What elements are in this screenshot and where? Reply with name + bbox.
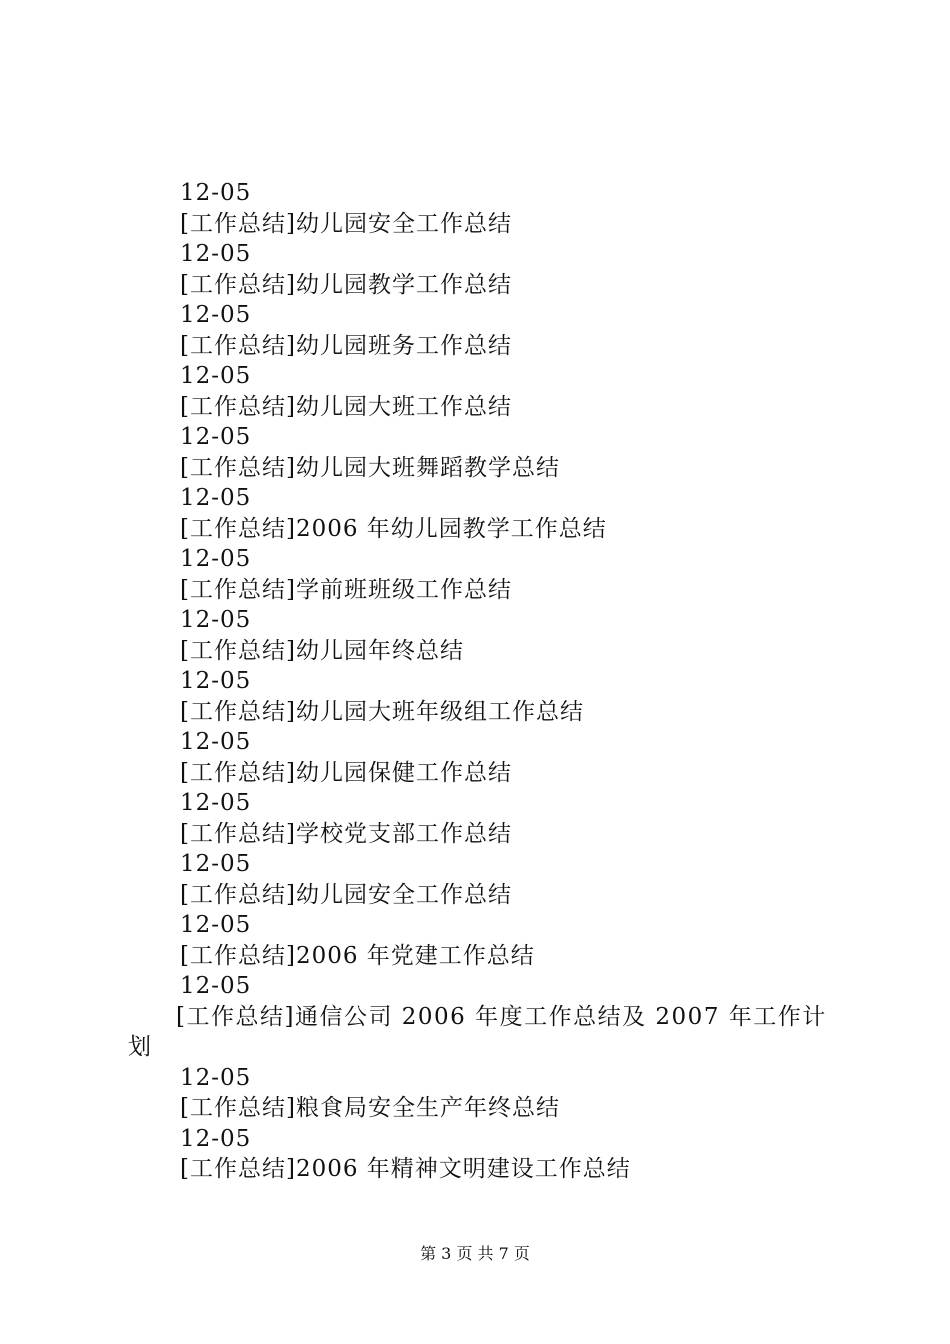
entry-title: [工作总结]幼儿园安全工作总结: [180, 881, 512, 908]
entry-date: 12-05: [180, 241, 252, 267]
entry-title: [工作总结]幼儿园班务工作总结: [180, 332, 512, 359]
entry-title: [工作总结]学校党支部工作总结: [180, 820, 512, 847]
entry-title: [工作总结]幼儿园教学工作总结: [180, 271, 512, 298]
entry-title-continuation: 划: [128, 1034, 152, 1060]
entry-date: 12-05: [180, 302, 252, 328]
entry-date: 12-05: [180, 729, 252, 755]
entry-title: [工作总结]2006 年幼儿园教学工作总结: [180, 515, 607, 542]
entry-title: [工作总结]学前班班级工作总结: [180, 576, 512, 603]
entry-date: 12-05: [180, 607, 252, 633]
entry-title: [工作总结]幼儿园大班舞蹈教学总结: [180, 454, 560, 481]
entry-date: 12-05: [180, 1064, 252, 1091]
entry-title: [工作总结]粮食局安全生产年终总结: [180, 1095, 560, 1121]
entry-date: 12-05: [180, 973, 252, 999]
entry-title: [工作总结]通信公司 2006 年度工作总结及 2007 年工作计: [176, 1003, 827, 1030]
entry-date: 12-05: [180, 424, 252, 450]
page-number-footer: 第 3 页 共 7 页: [420, 1244, 530, 1263]
entry-date: 12-05: [180, 180, 252, 206]
entry-date: 12-05: [180, 546, 252, 572]
entry-list: [128, 178, 840, 1185]
entry-date: 12-05: [180, 851, 252, 877]
entry-title: [工作总结]2006 年精神文明建设工作总结: [180, 1156, 631, 1182]
entry-date: 12-05: [180, 790, 252, 816]
entry-date: 12-05: [180, 363, 252, 389]
entry-title: [工作总结]幼儿园大班工作总结: [180, 393, 512, 420]
entry-date: 12-05: [180, 1125, 252, 1152]
entry-date: 12-05: [180, 668, 252, 694]
entry-title: [工作总结]幼儿园保健工作总结: [180, 759, 512, 786]
entry-date: 12-05: [180, 912, 252, 938]
entry-date: 12-05: [180, 485, 252, 511]
entry-title: [工作总结]幼儿园年终总结: [180, 637, 464, 664]
entry-title: [工作总结]2006 年党建工作总结: [180, 942, 535, 969]
entry-title: [工作总结]幼儿园安全工作总结: [180, 210, 512, 237]
entry-title: [工作总结]幼儿园大班年级组工作总结: [180, 698, 584, 725]
